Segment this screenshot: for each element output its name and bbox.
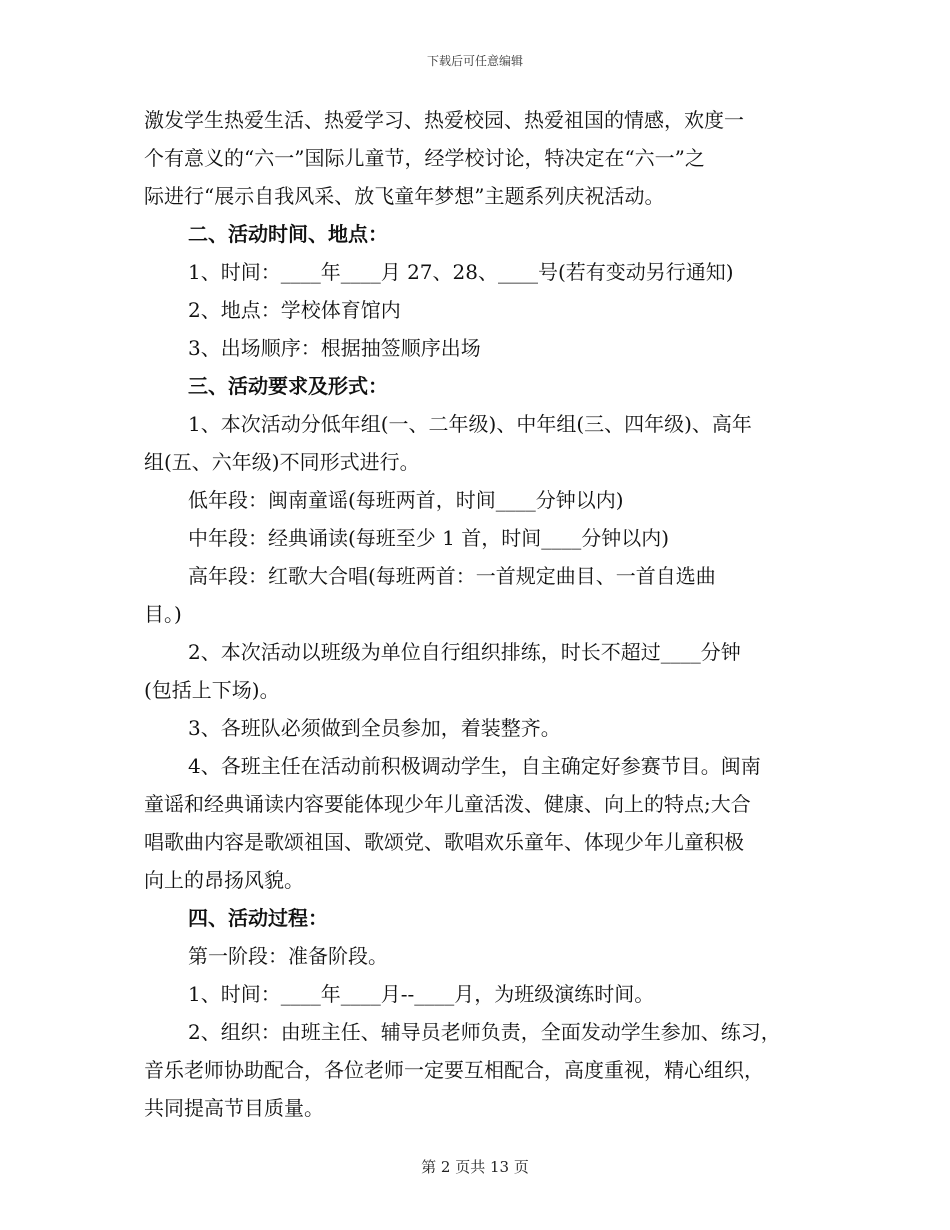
body-text-line: 目。)	[144, 602, 182, 626]
body-text-line: 童谣和经典诵读内容要能体现少年儿童活泼、健康、向上的特点;大合	[144, 792, 751, 816]
body-text-line: 组(五、六年级)不同形式进行。	[144, 450, 420, 474]
page-header: 下载后可任意编辑	[426, 54, 523, 68]
body-text-line: 1、时间：____年____月 27、28、____号(若有变动另行通知)	[188, 260, 734, 284]
body-text-line: 音乐老师协助配合，各位老师一定要互相配合，高度重视，精心组织，	[144, 1058, 764, 1082]
body-text-line: 3、出场顺序：根据抽签顺序出场	[188, 336, 481, 360]
page-footer: 第 2 页共 13 页	[421, 1158, 529, 1176]
body-text-line: 高年段：红歌大合唱(每班两首：一首规定曲目、一首自选曲	[188, 564, 716, 588]
body-text-line: 1、本次活动分低年组(一、二年级)、中年组(三、四年级)、高年	[188, 412, 752, 436]
body-text-line: 2、本次活动以班级为单位自行组织排练，时长不超过____分钟	[188, 640, 741, 664]
body-text-line: (包括上下场)。	[144, 678, 280, 702]
body-text-line: 共同提高节目质量。	[144, 1096, 324, 1120]
body-text-line: 2、地点：学校体育馆内	[188, 298, 401, 322]
body-text-line: 向上的昂扬风貌。	[144, 868, 304, 892]
body-text-line: 1、时间：____年____月--____月，为班级演练时间。	[188, 982, 655, 1006]
section-heading: 三、活动要求及形式：	[188, 374, 388, 398]
body-text-line: 唱歌曲内容是歌颂祖国、歌颂党、歌唱欢乐童年、体现少年儿童积极	[144, 830, 744, 854]
body-text-line: 2、组织：由班主任、辅导员老师负责，全面发动学生参加、练习，	[188, 1020, 781, 1044]
body-text-line: 第一阶段：准备阶段。	[188, 944, 388, 968]
body-text-line: 4、各班主任在活动前积极调动学生，自主确定好参赛节目。闽南	[188, 754, 761, 778]
body-text-line: 中年段：经典诵读(每班至少 1 首，时间____分钟以内)	[188, 526, 670, 550]
section-heading: 四、活动过程：	[188, 906, 328, 930]
section-heading: 二、活动时间、地点：	[188, 222, 388, 246]
body-text-line: 际进行“展示自我风采、放飞童年梦想”主题系列庆祝活动。	[144, 184, 665, 208]
body-text-line: 3、各班队必须做到全员参加，着装整齐。	[188, 716, 561, 740]
body-text-line: 个有意义的“六一”国际儿童节，经学校讨论，特决定在“六一”之	[144, 146, 705, 170]
body-text-line: 低年段：闽南童谣(每班两首，时间____分钟以内)	[188, 488, 624, 512]
body-text-line: 激发学生热爱生活、热爱学习、热爱校园、热爱祖国的情感，欢度一	[144, 108, 744, 132]
